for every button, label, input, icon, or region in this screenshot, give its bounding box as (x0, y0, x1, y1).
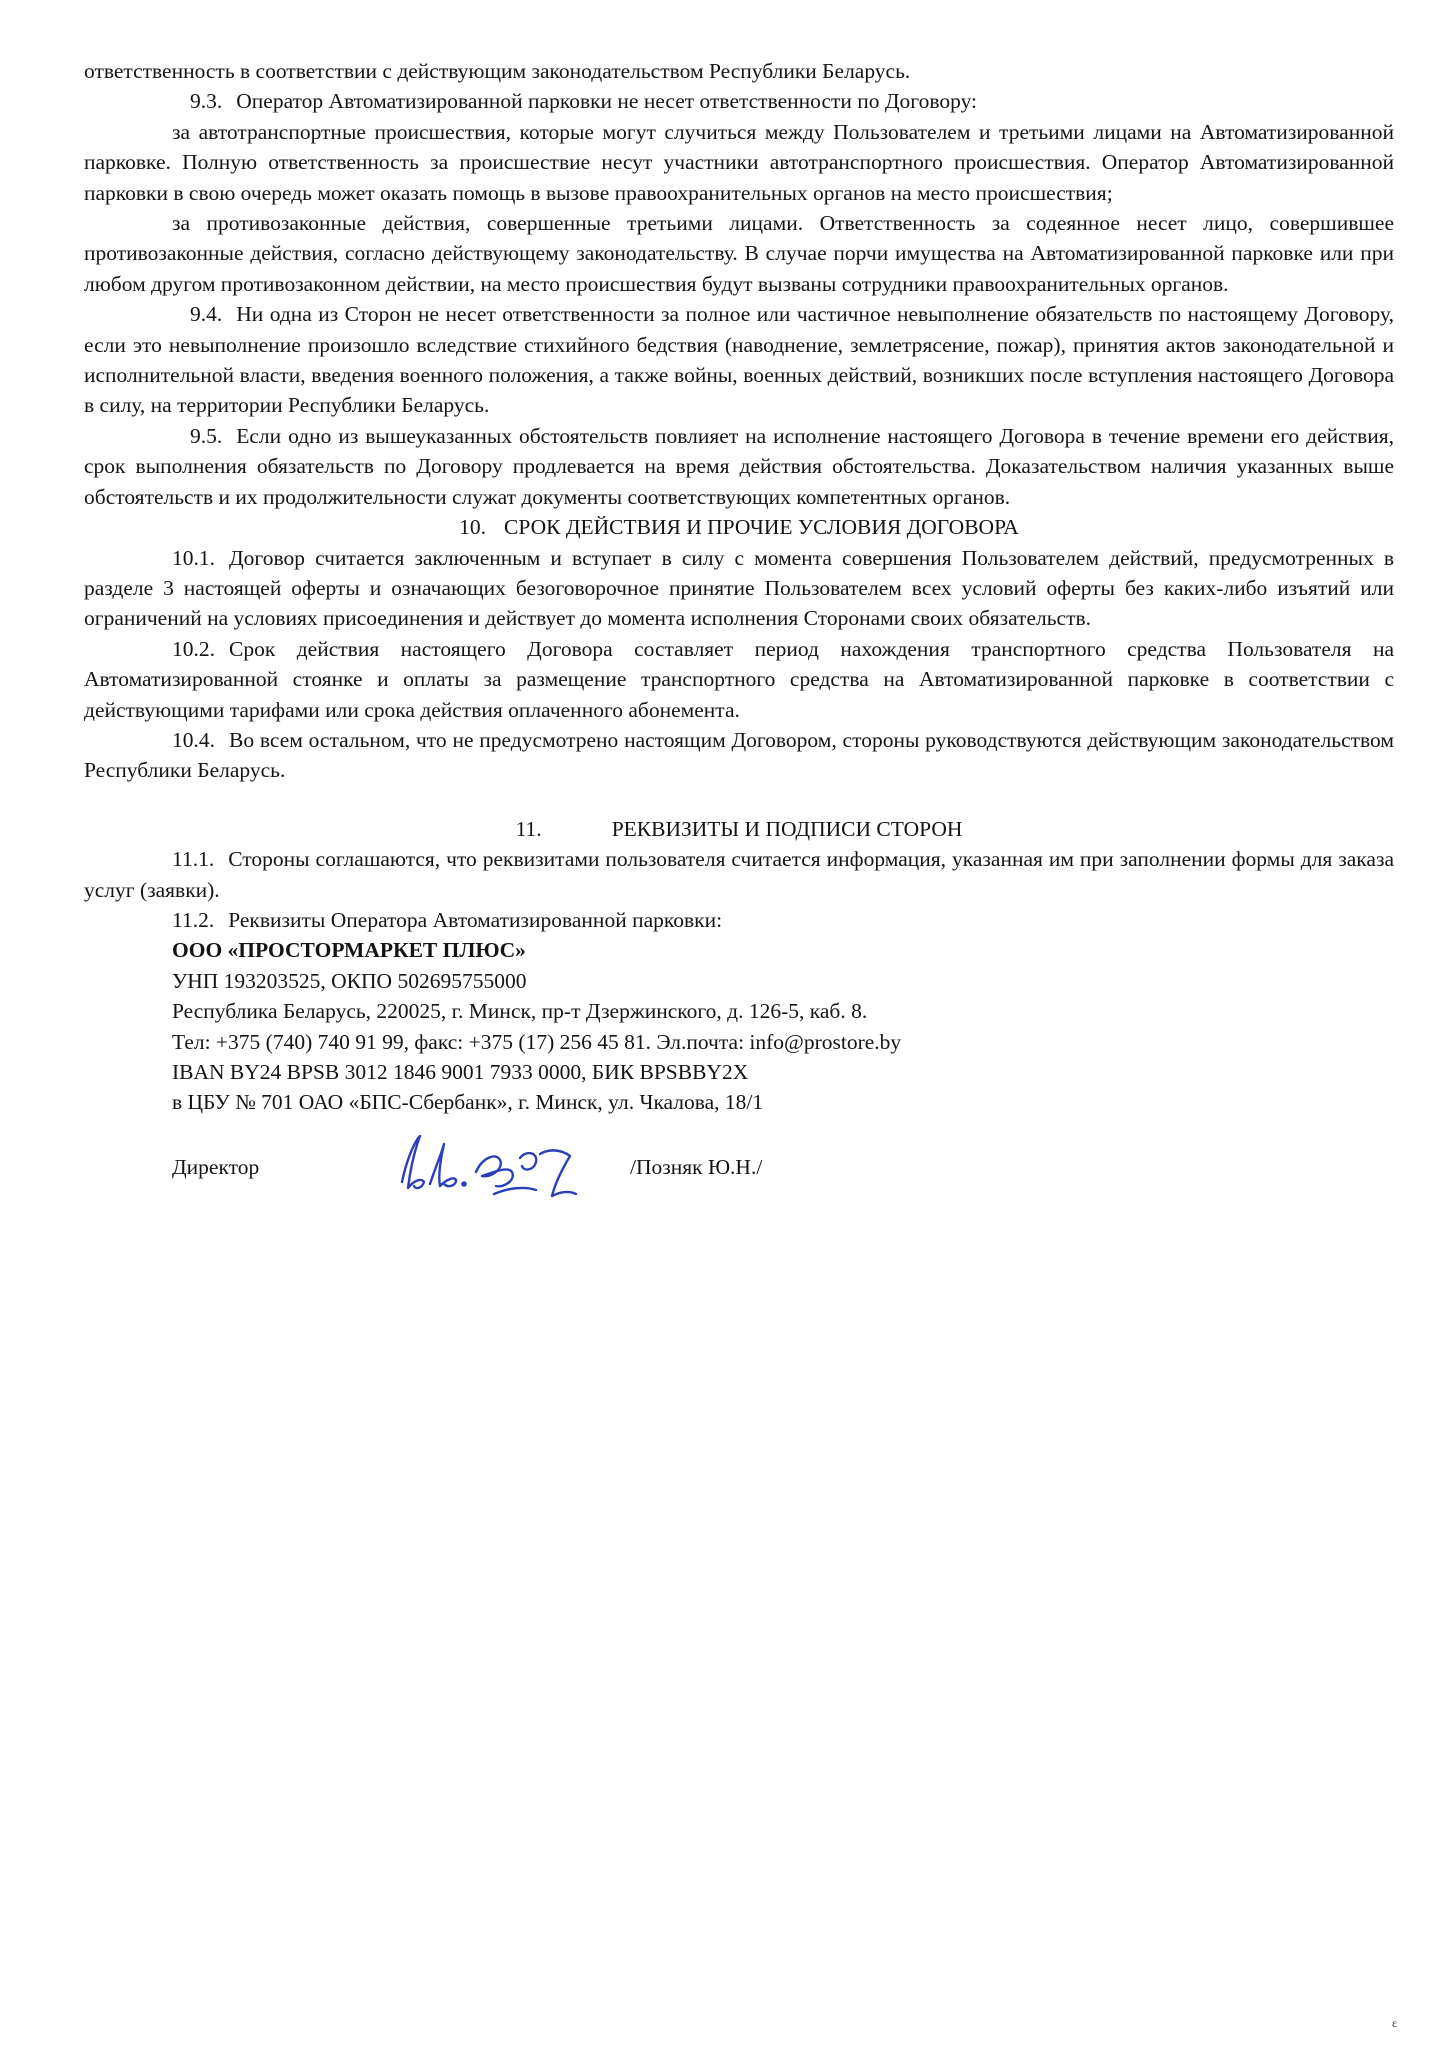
section-title: СРОК ДЕЙСТВИЯ И ПРОЧИЕ УСЛОВИЯ ДОГОВОРА (504, 515, 1019, 540)
clause-11-2 (84, 905, 1394, 935)
company-contacts: Тел: +375 (740) 740 91 99, факс: +375 (17) 256 45 81. Эл.почта: info@prostore.by (172, 1029, 902, 1054)
clause-text: Ни одна из Сторон не несет ответственности за полное или частичное невыполнение обязательств по настоящему Договору, если это невыполнение произошло вследствие стихийного бедствия (наводнение, землетрясение, пожар), принятия актов законодательной и исполнительной власти, введения военного положения, а также войны, военных действий, возникших после вступления настоящего Договора в силу, на территории Республики Беларусь. (84, 302, 1394, 418)
signature-icon (384, 1122, 624, 1212)
section-11-heading (84, 814, 1394, 844)
clause-number: 9.3. (190, 89, 223, 114)
clause-number: 9.4. (190, 302, 223, 327)
company-bank-branch: в ЦБУ № 701 ОАО «БПС-Сбербанк», г. Минск, ул. Чкалова, 18/1 (172, 1090, 764, 1115)
clause-number: 9.5. (190, 423, 223, 448)
clause-text: Срок действия настоящего Договора составляет период нахождения транспортного средства Пользователя на Автоматизированной стоянке и оплаты за размещение транспортного средства на Автоматизированной парковке в соответствии с действующими тарифами или срока действия оплаченного абонемента. (84, 636, 1394, 722)
clause-11-1 (84, 844, 1394, 905)
company-name: ООО «ПРОСТОРМАРКЕТ ПЛЮС» (172, 938, 526, 963)
clause-10-2 (84, 634, 1394, 725)
section-number: 10. (459, 515, 487, 540)
clause-text: Стороны соглашаются, что реквизитами пользователя считается информация, указанная им при заполнении формы для заказа услуг (заявки). (84, 847, 1394, 902)
section-title: РЕКВИЗИТЫ И ПОДПИСИ СТОРОН (611, 816, 963, 841)
signer-role: Директор (172, 1154, 260, 1179)
company-ids: УНП 193203525, ОКПО 502695755000 (172, 968, 527, 993)
section-number: 11. (515, 816, 542, 841)
carryover-line: ответственность в соответствии с действующим законодательством Республики Беларусь. (84, 59, 911, 83)
document-page (84, 56, 1394, 1198)
clause-10-4 (84, 725, 1394, 786)
clause-9-3-item-2: за противозаконные действия, совершенные третьими лицами. Ответственность за содеянное несет лицо, совершившее противозаконные действия, согласно действующему законодательству. В случае порчи имущества на Автоматизированной парковке или при любом другом противозаконном действии, на место происшествия будут вызваны сотрудники правоохранительных органов. (84, 211, 1394, 296)
signature-block (84, 1138, 1394, 1198)
company-bank: IBAN BY24 BPSB 3012 1846 9001 7933 0000, БИК BPSBBY2X (172, 1060, 749, 1084)
clause-text: Если одно из вышеуказанных обстоятельств повлияет на исполнение настоящего Договора в течение времени его действия, срок выполнения обязательств по Договору продлевается на время действия обстоятельства. Доказательством наличия указанных выше обстоятельств и их продолжительности служат документы соответствующих компетентных органов. (84, 423, 1394, 509)
clause-9-5 (84, 421, 1394, 512)
clause-number: 11.2. (172, 907, 215, 932)
clause-10-1 (84, 543, 1394, 634)
page-corner-mark: ε (1392, 2016, 1398, 2030)
section-10-heading (84, 512, 1394, 542)
clause-9-4 (84, 299, 1394, 421)
clause-text: Реквизиты Оператора Автоматизированной парковки: (228, 907, 723, 932)
clause-text: Во всем остальном, что не предусмотрено настоящим Договором, стороны руководствуются действующим законодательством Республики Беларусь. (84, 727, 1394, 783)
clause-number: 10.2. (172, 636, 215, 661)
clause-number: 10.1. (172, 545, 215, 570)
clause-number: 11.1. (172, 847, 215, 872)
clause-9-3 (84, 86, 1394, 116)
operator-requisites (84, 935, 1394, 1117)
clause-9-3-item-1: за автотранспортные происшествия, которые могут случиться между Пользователем и третьими лицами на Автоматизированной парковке. Полную ответственность за происшествие несут участники автотранспортного происшествия. Оператор Автоматизированной парковки в свою очередь может оказать помощь в вызове правоохранительных органов на место происшествия; (84, 119, 1394, 205)
clause-number: 10.4. (172, 727, 215, 752)
company-address: Республика Беларусь, 220025, г. Минск, пр-т Дзержинского, д. 126-5, каб. 8. (172, 999, 868, 1024)
clause-text: Договор считается заключенным и вступает в силу с момента совершения Пользователем действий, предусмотренных в разделе 3 настоящей оферты и означающих безоговорочное принятие Пользователем всех условий оферты без каких-либо изъятий или ограничений на условиях присоединения и действует до момента исполнения Сторонами своих обязательств. (84, 545, 1394, 631)
signer-name: /Позняк Ю.Н./ (630, 1154, 763, 1179)
clause-text: Оператор Автоматизированной парковки не несет ответственности по Договору: (236, 89, 978, 114)
